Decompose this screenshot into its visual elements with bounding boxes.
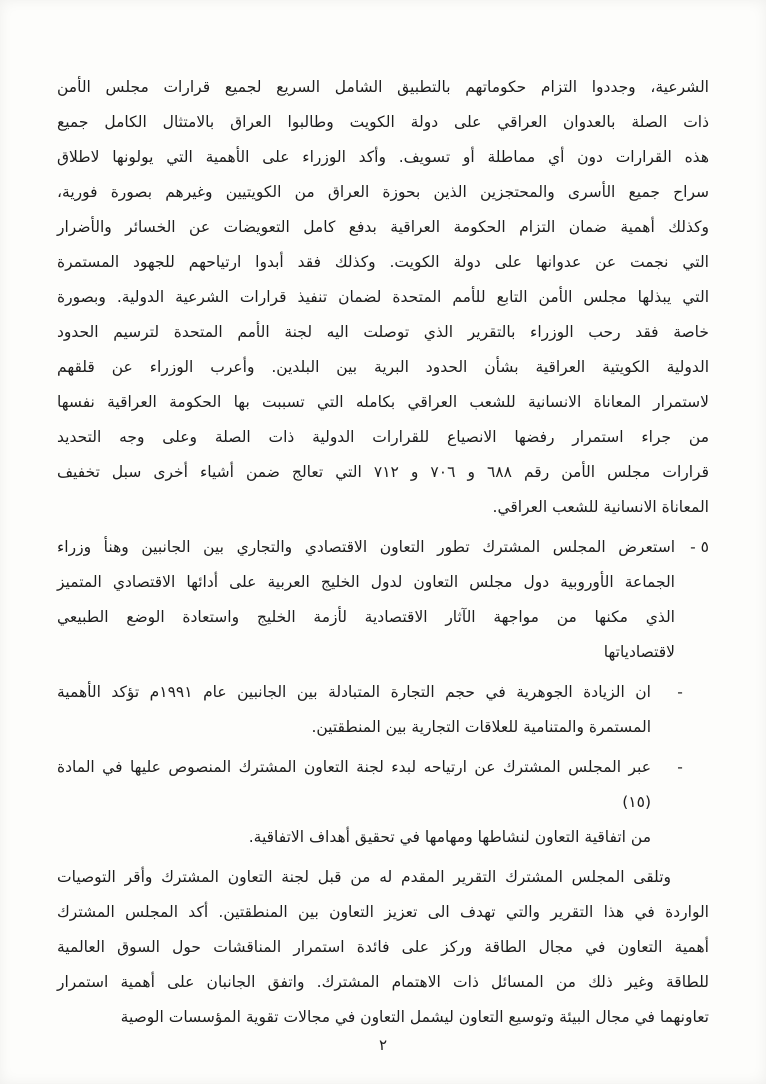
- text-line: الواردة في هذا التقرير والتي تهدف الى تعزيز التعاون بين المنطقتين. أكد المجلس المشترك: [57, 903, 709, 921]
- text-line: قرارات مجلس الأمن رقم ٦٨٨ و ٧٠٦ و ٧١٢ التي تعالج ضمن أشياء أخرى سبل تخفيف: [57, 463, 710, 481]
- text-line: هذه القرارات دون أي مماطلة أو تسويف. وأكد الوزراء على الأهمية التي يولونها لاطلاق: [57, 148, 709, 166]
- text-line: ذات الصلة بالعدوان العراقي على دولة الكويت وطالبوا العراق بالامتثال الكامل جميع: [57, 113, 709, 131]
- text-line: المستمرة والمتنامية للعلاقات التجارية بين المنطقتين.: [311, 718, 651, 736]
- page-number: ٢: [378, 1036, 388, 1054]
- text-line: الشرعية، وجددوا التزام حكوماتهم بالتطبيق الشامل السريع لجميع قرارات مجلس الأمن: [57, 78, 709, 96]
- list-marker: ٥ -: [690, 538, 709, 556]
- text-blocks: [57, 70, 709, 1035]
- text-line: وتلقى المجلس المشترك التقرير المقدم له من قبل لجنة التعاون المشترك وأقر التوصيات: [57, 868, 671, 886]
- text-line: الذي مكنها من مواجهة الآثار الاقتصادية لأزمة الخليج واستعادة الوضع الطبيعي: [57, 608, 675, 626]
- text-line: عبر المجلس المشترك عن ارتياحه لبدء لجنة التعاون المشترك المنصوص عليها في المادة (١٥): [57, 758, 651, 811]
- paragraph-block: [57, 860, 709, 1035]
- text-line: المعاناة الانسانية للشعب العراقي.: [492, 498, 709, 516]
- paragraph-block: [57, 750, 709, 855]
- text-line: الجماعة الأوروبية دول مجلس التعاون لدول الخليج العربية على أدائها الاقتصادي المتميز: [57, 573, 675, 591]
- text-line: استعرض المجلس المشترك تطور التعاون الاقتصادي والتجاري بين الجانبين وهنأ وزراء: [57, 538, 675, 556]
- text-line: سراح جميع الأسرى والمحتجزين الذين بحوزة العراق من الكويتيين وغيرهم بصورة فورية،: [57, 183, 709, 201]
- text-line: أهمية التعاون في مجال الطاقة وركز على فائدة استمرار المناقشات حول السوق العالمية: [57, 938, 709, 956]
- text-line: لاستمرار المعاناة الانسانية للشعب العراقي بكامله التي تسببت بها الحكومة العراقية نفسها: [57, 393, 709, 411]
- text-line: لاقتصادياتها: [603, 643, 675, 661]
- text-line: التي نجمت عن عدوانها على دولة الكويت. وكذلك فقد أبدوا ارتياحهم للجهود المستمرة: [57, 253, 709, 271]
- paragraph-block: [57, 70, 709, 525]
- text-line: الدولية الكويتية العراقية بشأن الحدود البرية بين البلدين. وأعرب الوزراء عن قلقهم: [57, 358, 709, 376]
- paragraph-block: [57, 675, 709, 745]
- list-marker: -: [677, 683, 683, 701]
- text-line: وكذلك أهمية ضمان التزام الحكومة العراقية بدفع كامل التعويضات عن الخسائر والأضرار: [57, 218, 709, 236]
- text-line: من اتفاقية التعاون لنشاطها ومهامها في تحقيق أهداف الاتفاقية.: [248, 828, 651, 846]
- text-line: التي يبذلها مجلس الأمن التابع للأمم المتحدة لضمان تنفيذ قرارات الشرعية الدولية. وبصورة: [57, 288, 709, 306]
- text-line: تعاونهما في مجال البيئة وتوسيع التعاون ليشمل التعاون في مجالات تقوية المؤسسات الوصية: [120, 1008, 709, 1026]
- list-marker: -: [677, 758, 683, 776]
- text-line: خاصة فقد رحب الوزراء بالتقرير الذي توصلت اليه لجنة الأمم المتحدة لترسيم الحدود: [57, 323, 709, 341]
- text-line: للطاقة وغير ذلك من المسائل ذات الاهتمام المشترك. واتفق الجانبان على أهمية استمرار: [57, 973, 709, 991]
- text-line: ان الزيادة الجوهرية في حجم التجارة المتبادلة بين الجانبين عام ١٩٩١م تؤكد الأهمية: [57, 683, 651, 701]
- paragraph-block: [57, 530, 709, 670]
- text-line: من جراء استمرار رفضها الانصياع للقرارات الدولية ذات الصلة وعلى وجه التحديد: [57, 428, 709, 446]
